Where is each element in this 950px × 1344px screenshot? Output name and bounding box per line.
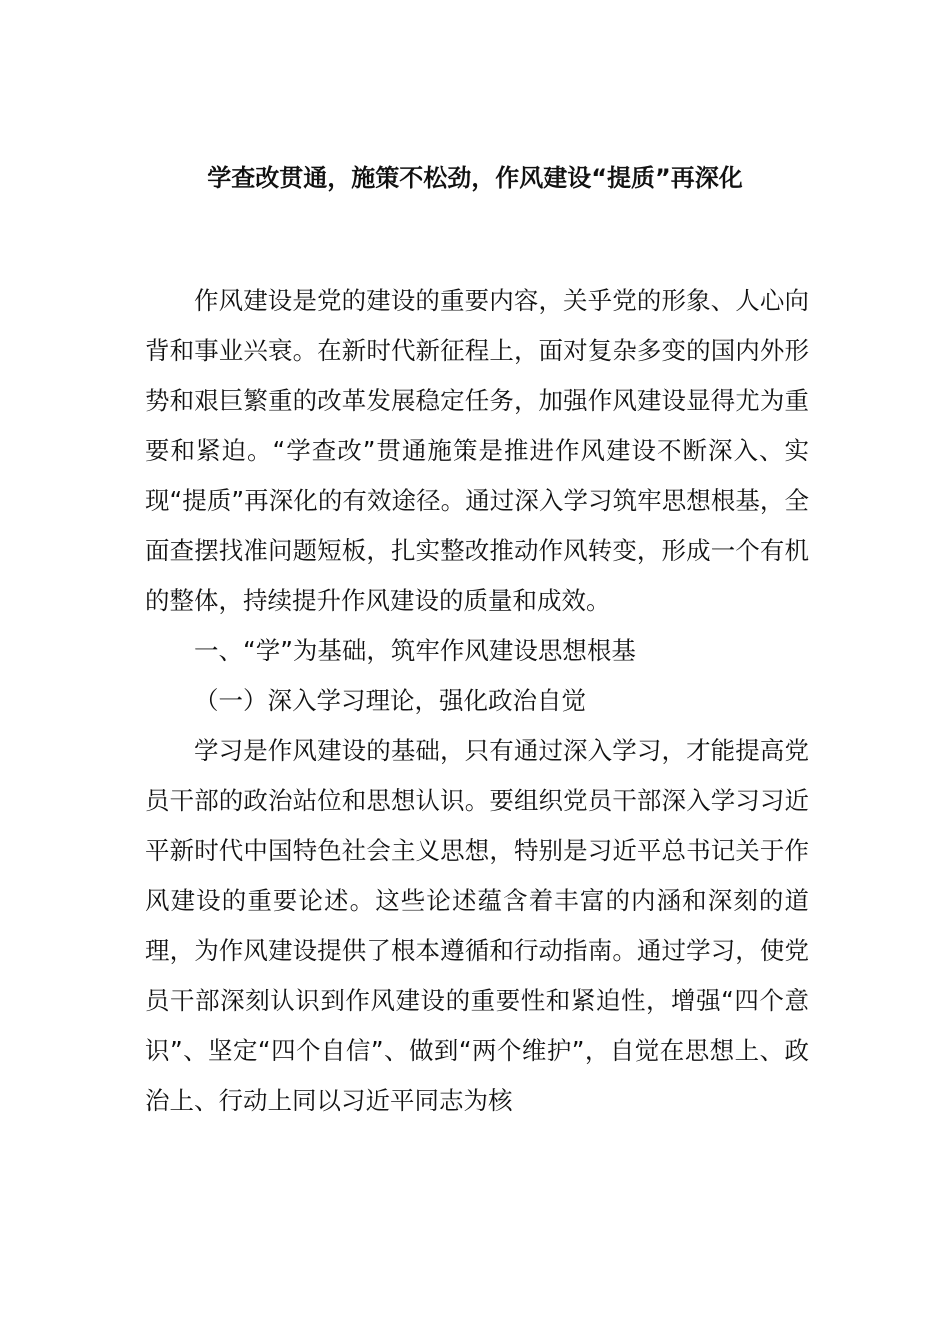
document-title: 学查改贯通，施策不松劲，作风建设“提质”再深化 [207,164,743,192]
body-paragraph: 学习是作风建设的基础，只有通过深入学习，才能提高党员干部的政治站位和思想认识。要组织党员干部深入学习习近平新时代中国特色社会主义思想，特别是习近平总书记关于作风建设的重要论述。这些论述蕴含着丰富的内涵和深刻的道理，为作风建设提供了根本遵循和行动指南。通过学习，使党员干部深刻认识到作风建设的重要性和紧迫性，增强“四个意识”、坚定“四个自信”、做到“两个维护”，自觉在思想上、政治上、行动上同以习近平同志为核 [145,736,809,1115]
subsection-heading: （一）深入学习理论，强化政治自觉 [194,686,586,715]
document-body [145,276,809,1126]
section-heading: 一、“学”为基础，筑牢作风建设思想根基 [194,636,636,665]
intro-paragraph: 作风建设是党的建设的重要内容，关乎党的形象、人心向背和事业兴衰。在新时代新征程上，面对复杂多变的国内外形势和艰巨繁重的改革发展稳定任务，加强作风建设显得尤为重要和紧迫。“学查改”贯通施策是推进作风建设不断深入、实现“提质”再深化的有效途径。通过深入学习筑牢思想根基，全面查摆找准问题短板，扎实整改推动作风转变，形成一个有机的整体，持续提升作风建设的质量和成效。 [145,286,809,615]
